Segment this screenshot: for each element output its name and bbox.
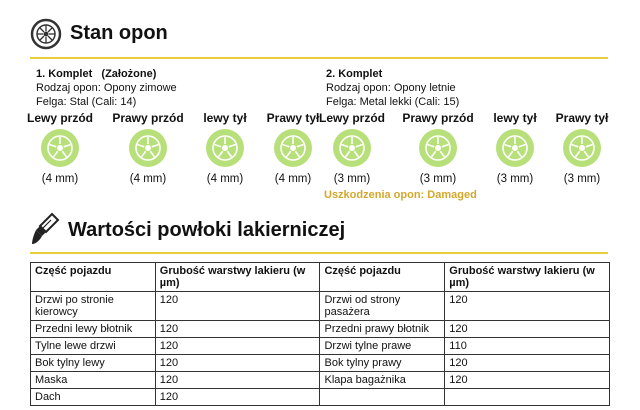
- tire-icon: [30, 18, 62, 50]
- part-cell: Drzwi tylne prawe: [320, 338, 445, 355]
- set2-wheel-label: lewy tył: [493, 111, 537, 125]
- value-cell: 110: [445, 338, 610, 355]
- wheel-icon: [332, 128, 372, 168]
- paintbrush-icon: [30, 212, 60, 246]
- wheel-icon: [40, 128, 80, 168]
- set1-note: (Założone): [101, 68, 157, 80]
- set1-wheel-label: Prawy tył: [266, 111, 320, 125]
- value-cell: 120: [155, 321, 320, 338]
- part-cell: Bok tylny prawy: [320, 355, 445, 372]
- value-cell: 120: [445, 321, 610, 338]
- part-cell: [320, 389, 445, 406]
- value-cell: 120: [445, 292, 610, 321]
- tyres-divider: [30, 57, 608, 59]
- value-cell: 120: [445, 372, 610, 389]
- value-cell: 120: [155, 389, 320, 406]
- set2-depth: (3 mm): [419, 173, 457, 185]
- wheel-icon: [205, 128, 245, 168]
- set2-rim: Felga: Metal lekki (Cali: 15): [326, 96, 460, 108]
- set1-depth: (4 mm): [41, 173, 79, 185]
- value-cell: 120: [155, 338, 320, 355]
- set1-depth: (4 mm): [129, 173, 167, 185]
- table-header-row: [31, 263, 610, 292]
- value-cell: 120: [445, 355, 610, 372]
- set2-wheel-label: Prawy przód: [402, 111, 474, 125]
- damage-note: Uszkodzenia opon: Damaged: [324, 189, 477, 201]
- value-cell: 120: [155, 292, 320, 321]
- part-cell: Klapa bagażnika: [320, 372, 445, 389]
- paint-divider: [30, 252, 608, 254]
- paint-table: [30, 262, 610, 406]
- set2-depth: (3 mm): [333, 173, 371, 185]
- set1-depth: (4 mm): [206, 173, 244, 185]
- part-cell: Przedni prawy błotnik: [320, 321, 445, 338]
- part-cell: Bok tylny lewy: [31, 355, 156, 372]
- table-row: [31, 338, 610, 355]
- set1-wheel-label: Lewy przód: [26, 111, 93, 125]
- wheel-icon: [128, 128, 168, 168]
- set1-header: [36, 67, 177, 109]
- set1-heading: 1. Komplet: [36, 68, 93, 80]
- part-cell: Tylne lewe drzwi: [31, 338, 156, 355]
- part-cell: Dach: [31, 389, 156, 406]
- set2-heading: 2. Komplet: [326, 68, 383, 80]
- wheel-icon: [562, 128, 602, 168]
- value-cell: [445, 389, 610, 406]
- set2-wheel-label: Prawy tył: [555, 111, 609, 125]
- set1-depth: (4 mm): [274, 173, 312, 185]
- part-cell: Przedni lewy błotnik: [31, 321, 156, 338]
- wheel-icon: [495, 128, 535, 168]
- part-cell: Maska: [31, 372, 156, 389]
- table-row: [31, 292, 610, 321]
- col-part-right: Część pojazdu: [320, 263, 445, 292]
- wheel-icon: [273, 128, 313, 168]
- table-row: [31, 355, 610, 372]
- set2-wheel-label: Lewy przód: [318, 111, 385, 125]
- part-cell: Drzwi po stronie kierowcy: [31, 292, 156, 321]
- value-cell: 120: [155, 355, 320, 372]
- wheel-icon: [418, 128, 458, 168]
- paint-title: Wartości powłoki lakierniczej: [68, 219, 346, 241]
- set2-header: [326, 67, 459, 109]
- table-row: [31, 321, 610, 338]
- set1-wheel-label: lewy tył: [203, 111, 247, 125]
- set2-depth: (3 mm): [496, 173, 534, 185]
- set1-wheel-label: Prawy przód: [112, 111, 184, 125]
- set1-rim: Felga: Stal (Cali: 14): [36, 96, 137, 108]
- table-row: [31, 389, 610, 406]
- set2-depth: (3 mm): [563, 173, 601, 185]
- tyres-title: Stan opon: [70, 22, 168, 44]
- set1-type: Rodzaj opon: Opony zimowe: [36, 82, 177, 94]
- set2-type: Rodzaj opon: Opony letnie: [326, 82, 456, 94]
- value-cell: 120: [155, 372, 320, 389]
- col-part-left: Część pojazdu: [31, 263, 156, 292]
- col-thickness-left: Grubość warstwy lakieru (w µm): [155, 263, 320, 292]
- part-cell: Drzwi od strony pasażera: [320, 292, 445, 321]
- col-thickness-right: Grubość warstwy lakieru (w µm): [445, 263, 610, 292]
- table-row: [31, 372, 610, 389]
